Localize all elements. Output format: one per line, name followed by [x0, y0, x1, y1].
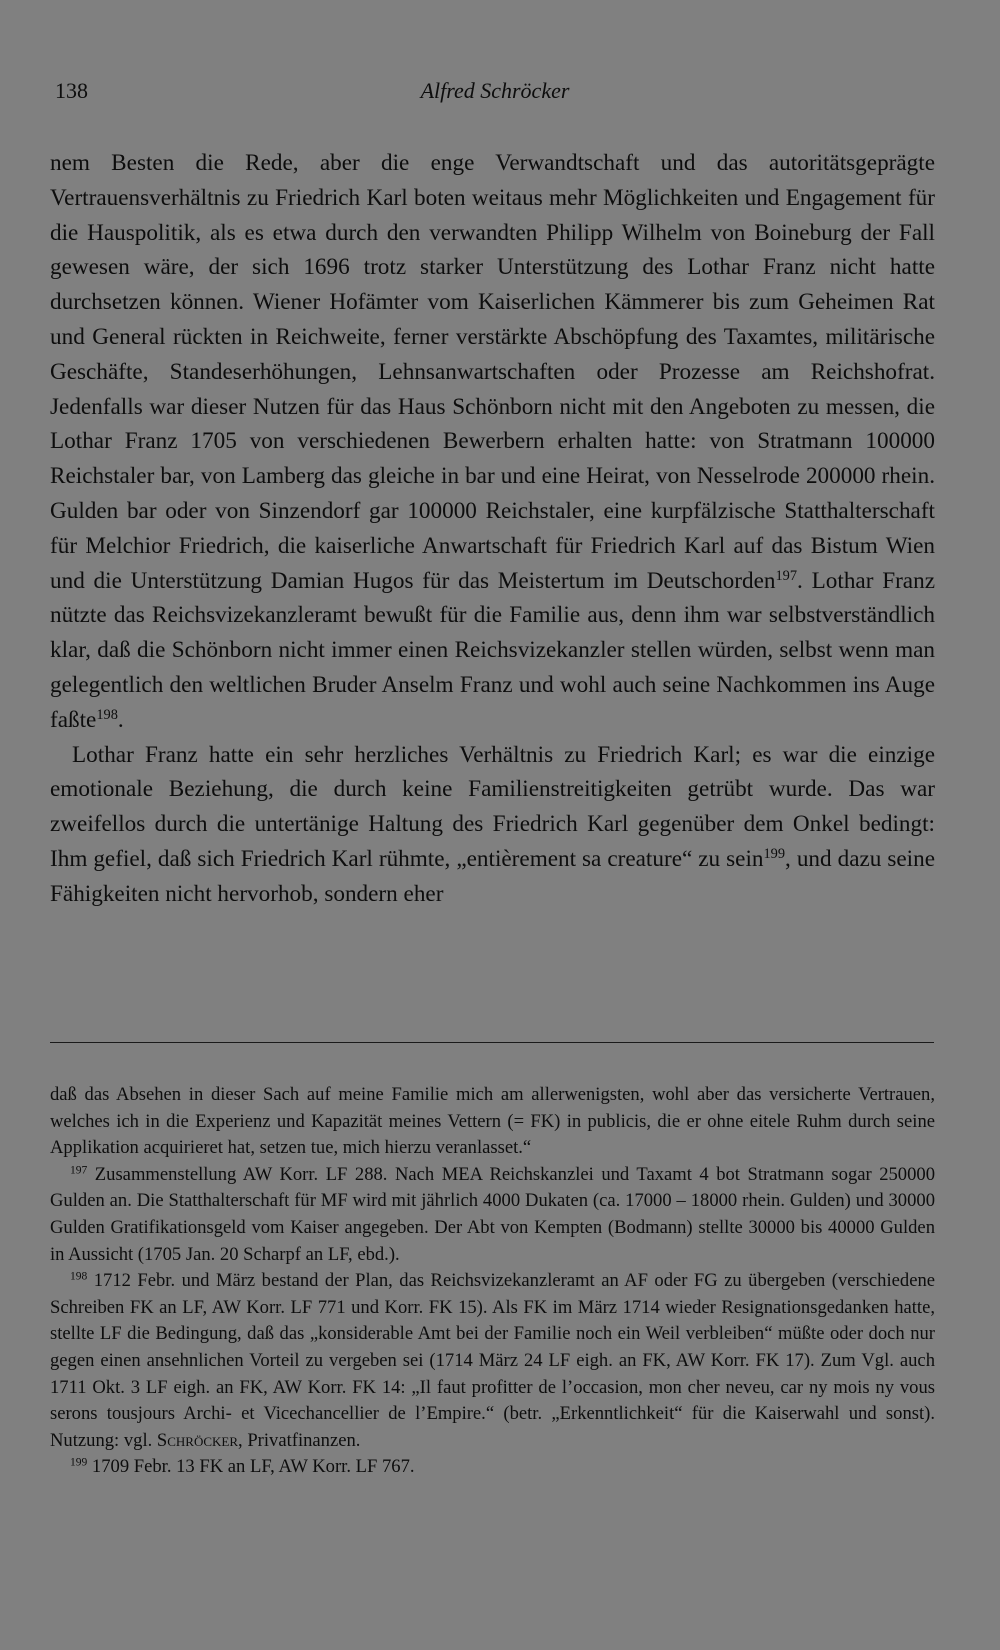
footnote-text: Zusammenstellung AW Korr. LF 288. Nach MEA Reichskanzlei und Taxamt 4 bot Stratmann sogar 250000 Gulden an. Die Statthalterschaft für MF wird mit jährlich 4000 Dukaten (ca. 17000 – 18000 rhein. Gulden) und 30000 Gulden Gratifikationsgeld vom Kaiser angegeben. Der Abt von Kempten (Bodmann) stellte 30000 bis 40000 Gulden in Aussicht (1705 Jan. 20 Scharpf an LF, ebd.). [50, 1163, 935, 1265]
paragraph-text: , und dazu seine Fähigkeiten nicht hervorhob, sondern eher [50, 845, 935, 907]
footnote-number: 197 [70, 1164, 88, 1177]
footnote-text: 1709 Febr. 13 FK an LF, AW Korr. LF 767. [87, 1456, 415, 1478]
footnote-197 [50, 1162, 935, 1268]
footnote-ref-199: 199 [763, 846, 786, 863]
footnote-text: , Privatfinanzen. [238, 1429, 361, 1451]
page-number: 138 [55, 78, 88, 103]
page-header [55, 78, 935, 112]
footnote-198 [50, 1268, 935, 1454]
body-paragraph [50, 146, 935, 738]
footnotes [50, 1082, 935, 1481]
footnote-number: 199 [70, 1456, 88, 1469]
author-name: Schröcker [156, 1429, 239, 1451]
footnote-199 [50, 1454, 935, 1481]
body-text [50, 146, 935, 912]
paragraph-text: nem Besten die Rede, aber die enge Verwandtschaft und das autoritätsgeprägte Vertrauensverhältnis zu Friedrich Karl boten weitaus mehr Möglichkeiten und Engagement für die Hauspolitik, als es etwa durch den verwandten Philipp Wilhelm von Boineburg der Fall gewesen wäre, der sich 1696 trotz starker Unterstützung des Lothar Franz nicht hatte durchsetzen können. Wiener Hofämter vom Kaiserlichen Kämmerer bis zum Geheimen Rat und General rückten in Reichweite, ferner verstärkte Abschöpfung des Taxamtes, militärische Geschäfte, Standeserhöhungen, Lehnsanwartschaften oder Prozesse am Reichshofrat. Jedenfalls war dieser Nutzen für das Haus Schönborn nicht mit den Angeboten zu messen, die Lothar Franz 1705 von verschiedenen Bewerbern erhalten hatte: von Stratmann 100000 Reichstaler bar, von Lamberg das gleiche in bar und eine Heirat, von Nesselrode 200000 rhein. Gulden bar oder von Sinzendorf gar 100000 Reichstaler, eine kurpfälzische Statthalterschaft für Melchior Friedrich, die kaiserliche Anwartschaft für Friedrich Karl auf das Bistum Wien und die Unterstützung Damian Hugos für das Meistertum im Deutschorden [50, 150, 935, 594]
footnote-continuation: daß das Absehen in dieser Sach auf meine Familie mich am allerwenigsten, wohl aber das versicherte Vertrauen, welches ich in die Experienz und Kapazität meines Vettern (= FK) in publicis, die er ohne eitele Ruhm durch seine Applikation acquirieret hat, setzen tue, mich hierzu veranlasset.“ [50, 1084, 935, 1159]
paragraph-text: . [117, 706, 124, 733]
footnote-rule [50, 1042, 934, 1043]
paragraph-text: Lothar Franz hatte ein sehr herzliches Verhältnis zu Friedrich Karl; es war die einzige emotionale Beziehung, die durch keine Familienstreitigkeiten getrübt wurde. Das war zweifellos durch die untertänige Haltung des Friedrich Karl gegenüber dem Onkel bedingt: Ihm gefiel, daß sich Friedrich Karl rühmte, „entièrement sa creature“ zu sein [50, 741, 935, 872]
running-head: Alfred Schröcker [420, 78, 570, 103]
body-paragraph [50, 738, 935, 912]
paragraph-text: . Lothar Franz nützte das Reichsvizekanzleramt bewußt für die Familie aus, denn ihm war selbstverständlich klar, daß die Schönborn nicht immer einen Reichsvizekanzler stellen würden, selbst wenn man gelegentlich den weltlichen Bruder Anselm Franz und wohl auch seine Nachkommen ins Auge faßte [50, 567, 935, 733]
footnote-ref-197: 197 [775, 567, 798, 584]
footnote-number: 198 [70, 1270, 88, 1283]
footnote-text: 1712 Febr. und März bestand der Plan, das Reichsvizekanzleramt an AF oder FG zu übergeben (verschiedene Schreiben FK an LF, AW Korr. LF 771 und Korr. FK 15). Als FK im März 1714 wieder Resignationsgedanken hatte, stellte LF die Bedingung, daß das „konsiderable Amt bei der Familie noch ein Weil verbleiben“ müßte oder doch nur gegen einen ansehnlichen Vorteil zu vergeben sei (1714 März 24 LF eigh. an FK, AW Korr. FK 17). Zum Vgl. auch 1711 Okt. 3 LF eigh. an FK, AW Korr. FK 14: „Il faut profitter de l’occasion, mon cher neveu, car ny mois ny vous serons tousjours Archi- et Vicechancellier de l’Empire.“ (betr. „Erkenntlichkeit“ für die Kaiserwahl und sonst). Nutzung: vgl. [50, 1270, 935, 1451]
footnote-ref-198: 198 [96, 706, 118, 723]
